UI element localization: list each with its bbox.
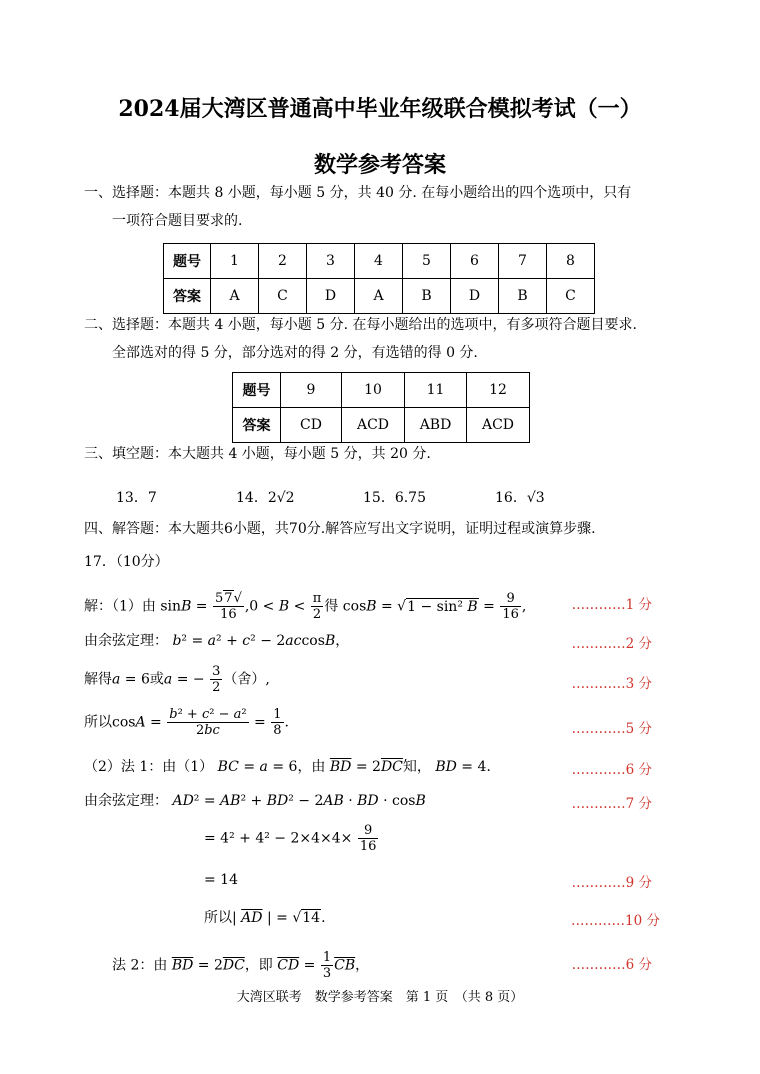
table-cell: 2	[259, 244, 307, 279]
q17-heading: 17．（10分）	[84, 554, 169, 570]
fill-answer-14: 14．2√2	[236, 490, 295, 506]
table-row	[164, 244, 595, 279]
section4-intro: 四、解答题：本大题共6小题，共70分.解答应写出文字说明，证明过程或演算步骤.	[84, 521, 596, 537]
score-mark: …………1 分	[571, 597, 652, 613]
table-header-cell: 题号	[233, 373, 281, 408]
table-cell: D	[451, 279, 499, 314]
score-mark: …………2 分	[571, 636, 652, 652]
table-cell: B	[403, 279, 451, 314]
table-cell: 4	[355, 244, 403, 279]
table-row	[164, 279, 595, 314]
section3-intro: 三、填空题：本大题共 4 小题，每小题 5 分，共 20 分.	[84, 446, 431, 462]
score-mark: …………6 分	[571, 957, 652, 973]
fill-answer-16: 16．√3	[495, 490, 545, 506]
table-cell: C	[547, 279, 595, 314]
fill-answer-13: 13．7	[116, 490, 157, 506]
table-cell: A	[211, 279, 259, 314]
section1-answer-table	[163, 243, 595, 314]
table-cell: 10	[342, 373, 405, 408]
q17-step7: = 4² + 4² − 2×4×4× $\frac{9}{16}$	[204, 823, 377, 854]
page-footer: 大湾区联考 数学参考答案 第 1 页 （共 8 页）	[236, 990, 524, 1005]
score-mark: …………6 分	[571, 762, 652, 778]
table-cell: 5	[403, 244, 451, 279]
q17-step8: = 14	[204, 872, 238, 888]
q17-step9: 所以| $\overline{AD}$ | = √14.	[204, 910, 326, 926]
table-cell: ACD	[342, 408, 405, 443]
score-mark: …………10 分	[571, 913, 660, 929]
table-row	[233, 373, 530, 408]
table-cell: ACD	[467, 408, 530, 443]
table-cell: D	[307, 279, 355, 314]
table-cell: A	[355, 279, 403, 314]
table-cell: 11	[405, 373, 467, 408]
q17-step6: 由余弦定理： AD² = AB² + BD² − 2AB · BD · cosB	[84, 793, 426, 809]
fill-answer-15: 15．6.75	[363, 490, 426, 506]
q17-step3: 解得a = 6或a = − $\frac{3}{2}$ （舍）,	[84, 664, 270, 695]
q17-step4: 所以cosA = $\frac{\text{b² + c² − a²}}{2bc}$ = $\frac{1}{8}$ .	[84, 707, 289, 738]
table-cell: 3	[307, 244, 355, 279]
section2-intro-line2: 全部选对的得 5 分，部分选对的得 2 分，有选错的得 0 分.	[112, 345, 478, 361]
table-cell: 8	[547, 244, 595, 279]
table-cell: B	[499, 279, 547, 314]
table-cell: 9	[281, 373, 342, 408]
score-mark: …………9 分	[571, 875, 652, 891]
table-cell: ABD	[405, 408, 467, 443]
section2-answer-table	[232, 372, 530, 443]
table-cell: CD	[281, 408, 342, 443]
section1-intro-line2: 一项符合题目要求的.	[112, 213, 243, 229]
score-mark: …………3 分	[571, 676, 652, 692]
table-header-cell: 答案	[164, 279, 211, 314]
q17-method2: 法 2：由 $\overline{BD} = 2\overline{DC}$，即 $\overline{CD}$ = $\frac{1}{3}$ $\overline{CB}$，	[112, 950, 370, 981]
q17-step2: 由余弦定理： b² = a² + c² − 2accosB，	[84, 633, 350, 649]
table-cell: 7	[499, 244, 547, 279]
section1-intro-line1: 一、选择题：本题共 8 小题，每小题 5 分，共 40 分. 在每小题给出的四个选项中，只有	[84, 185, 632, 201]
page-title: 2024届大湾区普通高中毕业年级联合模拟考试（一）	[118, 96, 642, 122]
table-row	[233, 408, 530, 443]
table-cell: 6	[451, 244, 499, 279]
section2-intro-line1: 二、选择题：本题共 4 小题，每小题 5 分. 在每小题给出的选项中，有多项符合题目要求.	[84, 317, 637, 333]
table-header-cell: 题号	[164, 244, 211, 279]
score-mark: …………5 分	[571, 721, 652, 737]
q17-step1: 解：（1）由 sinB = $\frac{57√}{16}$ ,0 < B < $\frac{\pi}{2}$ 得 cosB = √1 − sin² B = $\frac{9}{16}$ ,	[84, 591, 527, 622]
q17-step5: （2）法 1：由（1） BC = a = 6，由 $\overline{BD} = 2\overline{DC}$知， BD = 4.	[84, 759, 491, 775]
page-subtitle: 数学参考答案	[313, 152, 446, 178]
table-cell: 1	[211, 244, 259, 279]
table-cell: C	[259, 279, 307, 314]
table-cell: 12	[467, 373, 530, 408]
table-header-cell: 答案	[233, 408, 281, 443]
score-mark: …………7 分	[571, 796, 652, 812]
